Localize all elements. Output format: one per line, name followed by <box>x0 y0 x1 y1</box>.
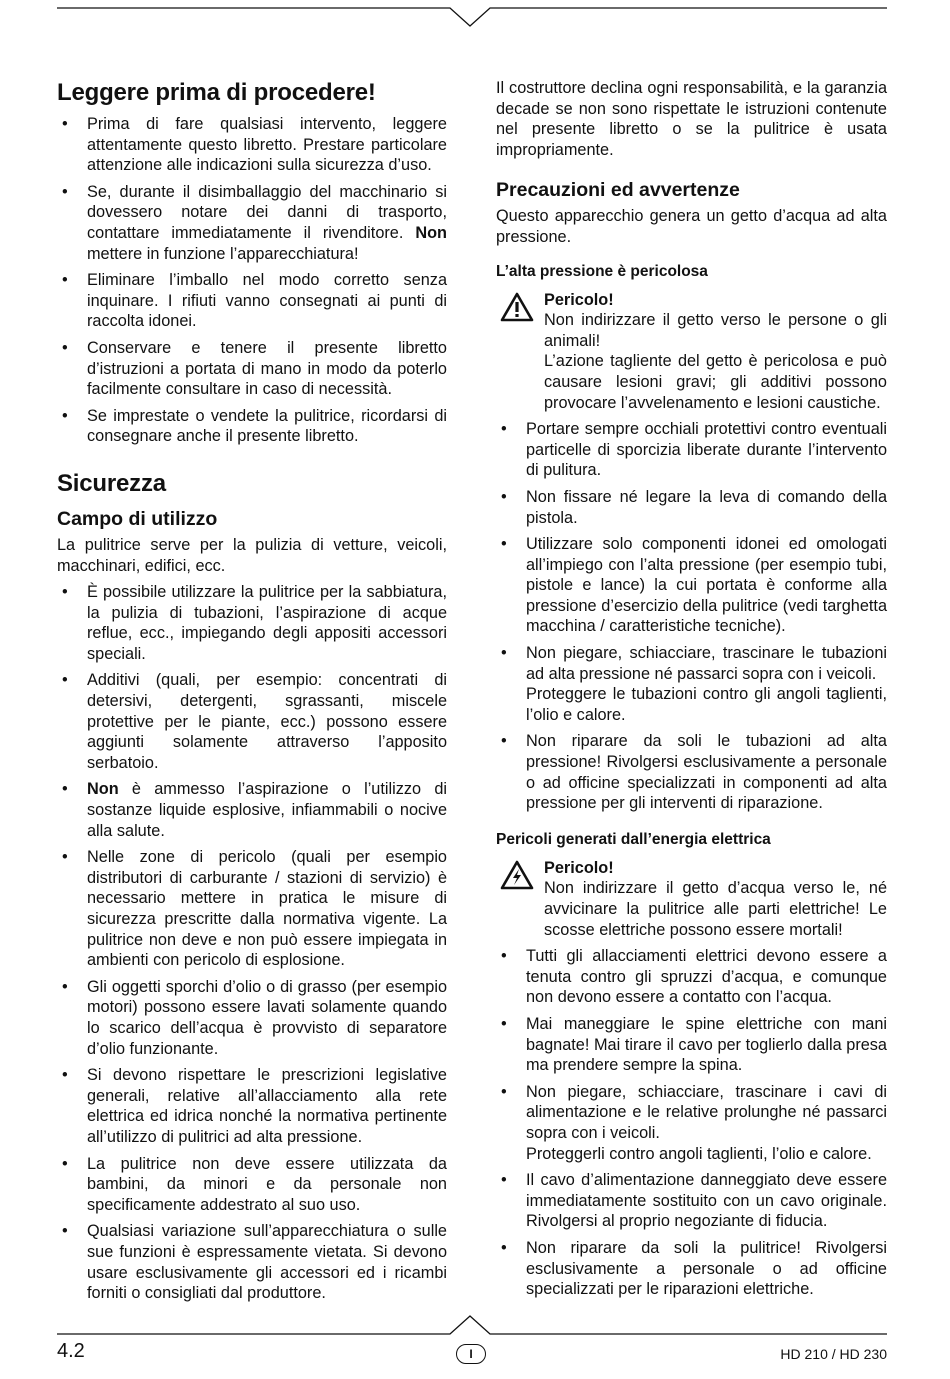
warning-text: Non indirizzare il getto d’acqua verso le, né avvicinare la pulitrice alle parti elettriche! Le scosse elettriche possono essere mortali! <box>544 879 887 939</box>
warning-title: Pericolo! <box>544 858 614 877</box>
language-badge: I <box>456 1344 486 1364</box>
list-item: • La pulitrice non deve essere utilizzata da bambini, da minori e da personale non specificamente addestrato al suo uso. <box>57 1154 447 1216</box>
use-list <box>57 582 447 1304</box>
warning-triangle-icon <box>500 292 534 322</box>
list-item: • Mai maneggiare le spine elettriche con mani bagnate! Mai tirare il cavo per toglierlo dalla presa ma prendere sempre la spina. <box>496 1014 887 1076</box>
warning-title: Pericolo! <box>544 290 614 309</box>
left-column <box>57 78 447 1310</box>
list-item: • Tutti gli allacciamenti elettrici devono essere a tenuta contro gli spruzzi d’acqua, e comunque non devono essere a contatto con l’acqua. <box>496 946 887 1008</box>
list-item: • Se imprestate o vendete la pulitrice, ricordarsi di consegnare anche il presente libretto. <box>57 406 447 447</box>
high-pressure-list <box>496 419 887 814</box>
bottom-rule <box>57 1312 887 1338</box>
heading-electrical: Pericoli generati dall’energia elettrica <box>496 830 771 848</box>
use-intro: La pulitrice serve per la pulizia di vetture, veicoli, macchinari, edifici, ecc. <box>57 535 447 575</box>
list-item: • Se, durante il disimballaggio del macchinario si dovessero notare dei danni di trasporto, contattare immediatamente il rivenditore. Non mettere in funzione l’apparecchiatura! <box>57 182 447 264</box>
list-item: • Prima di fare qualsiasi intervento, leggere attentamente questo libretto. Prestare particolare attenzione alle indicazioni sulla sicurezza d’uso. <box>57 114 447 176</box>
heading-read-first: Leggere prima di procedere! <box>57 79 376 106</box>
warning-text: L’azione tagliente del getto è pericolosa e può causare lesioni gravi; gli additivi possono provocare l’avvelenamento e lesioni caustiche. <box>544 352 887 412</box>
top-rule <box>57 0 887 30</box>
list-item: • Conservare e tenere il presente libretto d’istruzioni a portata di mano in modo da poterlo facilmente consultare in caso di necessità. <box>57 338 447 400</box>
list-item: • Utilizzare solo componenti idonei ed omologati all’impiego con l’alta pressione (per esempio tubi, pistole e lance) la cui portata è conforme alla pressione d’esercizio della pulitrice (vedi targhetta macchina / caratteristiche tecniche). <box>496 534 887 637</box>
page-number: 4.2 <box>57 1340 85 1362</box>
list-item: • Qualsiasi variazione sull’apparecchiatura o sulle sue funzioni è espressamente vietata. Si devono usare esclusivamente gli accessori ed i ricambi forniti o consigliati dal produttore. <box>57 1221 447 1303</box>
list-item: • Non fissare né legare la leva di comando della pistola. <box>496 487 887 528</box>
list-item: • Portare sempre occhiali protettivi contro eventuali particelle di sporcizia liberate durante l’intervento di pulitura. <box>496 419 887 481</box>
heading-high-pressure: L’alta pressione è pericolosa <box>496 262 708 280</box>
list-item: • Si devono rispettare le prescrizioni legislative generali, relative all’allacciamento alla rete elettrica ed idrica nonché la normativa pertinente all’utilizzo di pulitrici ad alta pressione. <box>57 1065 447 1147</box>
model-number: HD 210 / HD 230 <box>780 1346 887 1362</box>
list-item: • Non piegare, schiacciare, trascinare i cavi di alimentazione e le relative prolunghe né passarci sopra con i veicoli. Proteggerli contro angoli taglienti, l’olio e calore. <box>496 1082 887 1164</box>
list-item: • Non riparare da soli la pulitrice! Rivolgersi esclusivamente a personale o ad officine specializzati per le riparazioni elettriche. <box>496 1238 887 1300</box>
electric-hazard-icon <box>500 860 534 890</box>
list-item: • Non piegare, schiacciare, trascinare le tubazioni ad alta pressione né passarci sopra con i veicoli. Proteggere le tubazioni contro gli angoli taglienti, l’olio e calore. <box>496 643 887 725</box>
list-item: • È possibile utilizzare la pulitrice per la sabbiatura, la pulizia di tubazioni, l’aspirazione di acque reflue, ecc., impiegando degli appositi accessori speciali. <box>57 582 447 664</box>
liability-text: Il costruttore declina ogni responsabilità, e la garanzia decade se non sono rispettate le istruzioni contenute nel presente libretto o se la pulitrice è usata impropriamente. <box>496 79 887 159</box>
list-item: • Additivi (quali, per esempio: concentrati di detersivi, detergenti, sgrassanti, miscele protettive per le piante, ecc.) possono essere aggiunti solamente attraverso l’apposito serbatoio. <box>57 670 447 773</box>
list-item: • Non è ammesso l’aspirazione o l’utilizzo di sostanze liquide esplosive, infiammabili o nocive alla salute. <box>57 779 447 841</box>
right-column <box>496 78 887 1306</box>
heading-safety: Sicurezza <box>57 469 166 497</box>
electrical-warning <box>496 858 887 940</box>
high-pressure-warning <box>496 290 887 414</box>
list-item: • Il cavo d’alimentazione danneggiato deve essere immediatamente sostituito con un cavo originale. Rivolgersi al proprio negoziante di fiducia. <box>496 1170 887 1232</box>
warning-text: Non indirizzare il getto verso le persone o gli animali! <box>544 311 887 350</box>
list-item: • Gli oggetti sporchi d’olio o di grasso (per esempio motori) possono essere lavati solamente quando lo scarico dell’acqua è provvisto di separatore d’olio funzionante. <box>57 977 447 1059</box>
heading-precautions: Precauzioni ed avvertenze <box>496 179 740 202</box>
list-item: • Nelle zone di pericolo (quali per esempio distributori di carburante / stazioni di servizio) è necessario mettere in pratica le misure di sicurezza prescritte dalla normativa vigente. La pulitrice non deve e non può essere impiegata in ambienti con pericolo di esplosione. <box>57 847 447 971</box>
heading-field-of-use: Campo di utilizzo <box>57 507 218 530</box>
list-item: • Eliminare l’imballo nel modo corretto senza inquinare. I rifiuti vanno consegnati ai punti di raccolta idonei. <box>57 270 447 332</box>
list-item: • Non riparare da soli le tubazioni ad alta pressione! Rivolgersi esclusivamente a personale o ad officine specializzati in componenti ad alta pressione per gli interventi di riparazione. <box>496 731 887 813</box>
precautions-intro: Questo apparecchio genera un getto d’acqua ad alta pressione. <box>496 207 887 246</box>
read-first-list <box>57 114 447 447</box>
electrical-list <box>496 946 887 1300</box>
